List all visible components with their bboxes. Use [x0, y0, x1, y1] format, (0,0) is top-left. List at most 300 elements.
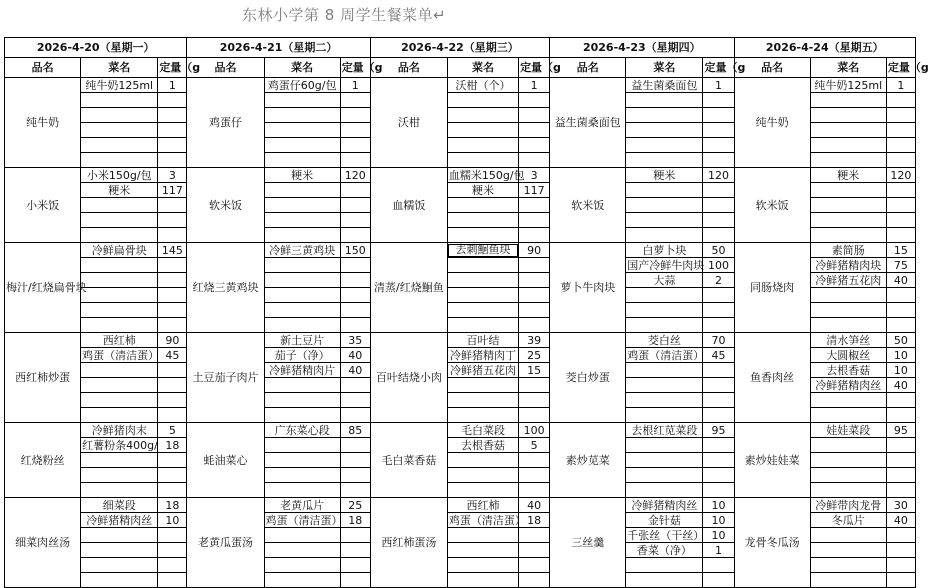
ingredient-amount: 18: [158, 438, 187, 453]
empty-cell: [626, 438, 703, 453]
empty-cell: [886, 228, 915, 243]
dish-name: 素炒娃娃菜: [734, 423, 810, 498]
ingredient-amount: 150: [340, 243, 370, 258]
empty-cell: [626, 183, 703, 198]
empty-cell: [626, 453, 703, 468]
empty-cell: [447, 258, 518, 273]
dish-header: 品名: [734, 58, 810, 78]
ingredient-amount: 3: [519, 168, 550, 183]
ingredient-name: 百叶结: [447, 333, 518, 348]
empty-cell: [519, 198, 550, 213]
dish-name: 血糯饭: [370, 168, 447, 243]
empty-cell: [340, 288, 370, 303]
ingredient-name: 西红柿: [447, 498, 518, 513]
empty-cell: [703, 363, 734, 378]
empty-cell: [81, 543, 158, 558]
ingredient-amount: 85: [340, 423, 370, 438]
ingredient-amount: 1: [158, 78, 187, 93]
empty-cell: [340, 303, 370, 318]
ingredient-amount: 75: [886, 258, 915, 273]
empty-cell: [810, 543, 886, 558]
empty-cell: [158, 558, 187, 573]
ingredient-amount: 5: [158, 423, 187, 438]
empty-cell: [703, 453, 734, 468]
empty-cell: [703, 483, 734, 498]
empty-cell: [886, 483, 915, 498]
empty-cell: [886, 453, 915, 468]
ingredient-amount: 117: [519, 183, 550, 198]
ingredient-name: 金针菇: [626, 513, 703, 528]
empty-cell: [158, 318, 187, 333]
empty-cell: [703, 303, 734, 318]
ingredient-name: 大圆椒丝: [810, 348, 886, 363]
dish-name: 纯牛奶: [5, 78, 81, 168]
empty-cell: [810, 438, 886, 453]
amount-header: 定量（g: [158, 58, 187, 78]
ingredient-name: 冷鲜猪精肉丝: [810, 378, 886, 393]
empty-cell: [340, 558, 370, 573]
empty-cell: [886, 393, 915, 408]
dish-name: 西红柿蛋汤: [370, 498, 447, 588]
ingredient-name: 去根香菇: [447, 438, 518, 453]
empty-cell: [447, 543, 518, 558]
empty-cell: [626, 303, 703, 318]
dish-name: 鸡蛋仔: [187, 78, 264, 168]
dish-name: 红烧三黄鸡块: [187, 243, 264, 333]
empty-cell: [81, 288, 158, 303]
empty-cell: [264, 183, 340, 198]
empty-cell: [810, 573, 886, 588]
empty-cell: [703, 288, 734, 303]
empty-cell: [81, 408, 158, 423]
empty-cell: [703, 183, 734, 198]
ingredient-amount: 120: [340, 168, 370, 183]
ingredient-name: 毛白菜段: [447, 423, 518, 438]
empty-cell: [158, 573, 187, 588]
empty-cell: [158, 153, 187, 168]
empty-cell: [158, 378, 187, 393]
empty-cell: [340, 213, 370, 228]
ingredient-amount: 15: [519, 363, 550, 378]
empty-cell: [519, 393, 550, 408]
empty-cell: [158, 258, 187, 273]
empty-cell: [81, 93, 158, 108]
ingredient-amount: 40: [886, 273, 915, 288]
ingredient-name: 香菜（净）: [626, 543, 703, 558]
ingredient-amount: 1: [703, 543, 734, 558]
ingredient-amount: 30: [886, 498, 915, 513]
empty-cell: [158, 363, 187, 378]
ingredient-amount: 10: [703, 513, 734, 528]
ingredient-name: 娃娃菜段: [810, 423, 886, 438]
empty-cell: [158, 393, 187, 408]
empty-cell: [158, 123, 187, 138]
empty-cell: [519, 453, 550, 468]
empty-cell: [264, 123, 340, 138]
ingredient-amount: 1: [519, 78, 550, 93]
ingredient-amount: 100: [703, 258, 734, 273]
empty-cell: [626, 393, 703, 408]
ingredient-header: 菜名: [264, 58, 340, 78]
ingredient-name: 冷鲜猪五花肉: [810, 273, 886, 288]
empty-cell: [519, 528, 550, 543]
ingredient-name: 广东菜心段: [264, 423, 340, 438]
ingredient-name: 茄子（净）: [264, 348, 340, 363]
empty-cell: [158, 303, 187, 318]
empty-cell: [886, 528, 915, 543]
ingredient-name: 鸡蛋（清洁蛋）: [82, 348, 160, 362]
empty-cell: [626, 153, 703, 168]
dish-name: 同肠烧肉: [734, 243, 810, 333]
ingredient-amount: 145: [158, 243, 187, 258]
empty-cell: [810, 213, 886, 228]
ingredient-name: 西红柿: [81, 333, 158, 348]
empty-cell: [158, 228, 187, 243]
empty-cell: [886, 123, 915, 138]
empty-cell: [886, 93, 915, 108]
ingredient-name: 鸡蛋（清洁蛋）: [265, 513, 343, 527]
empty-cell: [81, 378, 158, 393]
empty-cell: [703, 393, 734, 408]
empty-cell: [81, 363, 158, 378]
empty-cell: [340, 438, 370, 453]
empty-cell: [340, 393, 370, 408]
empty-cell: [886, 318, 915, 333]
empty-cell: [447, 453, 518, 468]
empty-cell: [519, 123, 550, 138]
empty-cell: [264, 108, 340, 123]
empty-cell: [810, 318, 886, 333]
empty-cell: [264, 558, 340, 573]
empty-cell: [447, 408, 518, 423]
empty-cell: [81, 273, 158, 288]
dish-header: 品名: [550, 58, 626, 78]
empty-cell: [810, 288, 886, 303]
empty-cell: [447, 138, 518, 153]
ingredient-name: 粳米: [81, 183, 158, 198]
empty-cell: [886, 558, 915, 573]
empty-cell: [340, 228, 370, 243]
ingredient-name: 去刺鮰鱼块: [447, 243, 518, 258]
ingredient-amount: 25: [340, 498, 370, 513]
table-row: [5, 333, 916, 348]
table-row: [5, 423, 916, 438]
day-date: 2026-4-21（星期二）: [187, 38, 370, 58]
ingredient-name: 鸡蛋（清洁蛋）: [448, 513, 526, 527]
ingredient-amount: 120: [703, 168, 734, 183]
empty-cell: [626, 378, 703, 393]
empty-cell: [264, 378, 340, 393]
empty-cell: [703, 318, 734, 333]
empty-cell: [447, 153, 518, 168]
empty-cell: [703, 123, 734, 138]
empty-cell: [886, 468, 915, 483]
empty-cell: [810, 453, 886, 468]
empty-cell: [81, 153, 158, 168]
ingredient-name: 冷鲜猪五花肉: [447, 363, 518, 378]
dish-name: 素炒苋菜: [550, 423, 626, 498]
dish-name: 清蒸/红烧鮰鱼: [370, 243, 447, 333]
empty-cell: [810, 198, 886, 213]
ingredient-name: 益生菌桑面包: [626, 78, 703, 93]
empty-cell: [158, 483, 187, 498]
weekly-menu-table: [4, 37, 929, 588]
empty-cell: [158, 528, 187, 543]
empty-cell: [519, 573, 550, 588]
empty-cell: [886, 438, 915, 453]
empty-cell: [264, 408, 340, 423]
empty-cell: [264, 273, 340, 288]
empty-cell: [626, 363, 703, 378]
table-row: [5, 243, 916, 258]
ingredient-name: 粳米: [264, 168, 340, 183]
empty-cell: [626, 558, 703, 573]
empty-cell: [340, 273, 370, 288]
dish-header: 品名: [5, 58, 81, 78]
empty-cell: [340, 543, 370, 558]
empty-cell: [626, 198, 703, 213]
empty-cell: [519, 543, 550, 558]
ingredient-name: 冷鲜扁骨块: [81, 243, 158, 258]
empty-cell: [264, 438, 340, 453]
empty-cell: [703, 468, 734, 483]
dish-header: 品名: [370, 58, 447, 78]
ingredient-name: 去根红苋菜段: [626, 423, 703, 438]
empty-cell: [810, 153, 886, 168]
ingredient-amount: 18: [158, 498, 187, 513]
empty-cell: [81, 303, 158, 318]
ingredient-amount: 25: [519, 348, 550, 363]
ingredient-amount: 1: [340, 78, 370, 93]
ingredient-amount: 40: [519, 498, 550, 513]
empty-cell: [340, 528, 370, 543]
table-row: [5, 78, 916, 93]
empty-cell: [158, 408, 187, 423]
empty-cell: [158, 468, 187, 483]
empty-cell: [810, 138, 886, 153]
empty-cell: [447, 273, 518, 288]
empty-cell: [810, 93, 886, 108]
empty-cell: [264, 483, 340, 498]
empty-cell: [810, 408, 886, 423]
dish-name: 三丝羹: [550, 498, 626, 588]
empty-cell: [519, 153, 550, 168]
empty-cell: [519, 288, 550, 303]
empty-cell: [264, 393, 340, 408]
empty-cell: [264, 543, 340, 558]
dish-name: 软米饭: [187, 168, 264, 243]
ingredient-amount: 10: [886, 348, 915, 363]
ingredient-name: 粳米: [447, 183, 518, 198]
document-title: 东林小学第 8 周学生餐菜单↵: [242, 6, 447, 24]
empty-cell: [447, 393, 518, 408]
dish-header: 品名: [187, 58, 264, 78]
empty-cell: [886, 408, 915, 423]
empty-cell: [264, 198, 340, 213]
ingredient-name: 清水笋丝: [810, 333, 886, 348]
empty-cell: [447, 483, 518, 498]
ingredient-amount: 95: [703, 423, 734, 438]
ingredient-amount: 10: [703, 498, 734, 513]
ingredient-name: 纯牛奶125ml: [81, 78, 158, 93]
ingredient-name: 冷鲜三黄鸡块: [264, 243, 340, 258]
empty-cell: [447, 198, 518, 213]
empty-cell: [340, 108, 370, 123]
ingredient-amount: 40: [340, 363, 370, 378]
empty-cell: [626, 213, 703, 228]
empty-cell: [447, 288, 518, 303]
empty-cell: [447, 213, 518, 228]
dish-name: 老黄瓜蛋汤: [187, 498, 264, 588]
ingredient-name: 老黄瓜片: [264, 498, 340, 513]
dish-name: 益生菌桑面包: [550, 78, 626, 168]
empty-cell: [703, 438, 734, 453]
empty-cell: [340, 408, 370, 423]
empty-cell: [340, 198, 370, 213]
empty-cell: [703, 408, 734, 423]
dish-name: 软米饭: [550, 168, 626, 243]
ingredient-name: 千张丝（干丝）: [627, 528, 705, 542]
ingredient-amount: 117: [158, 183, 187, 198]
empty-cell: [519, 468, 550, 483]
empty-cell: [626, 228, 703, 243]
empty-cell: [264, 303, 340, 318]
empty-cell: [447, 93, 518, 108]
empty-cell: [703, 108, 734, 123]
empty-cell: [447, 123, 518, 138]
ingredient-name: 小米150g/包: [81, 168, 158, 183]
ingredient-amount: 10: [158, 513, 187, 528]
ingredient-amount: 50: [886, 333, 915, 348]
ingredient-name: 冷鲜猪精肉片: [264, 363, 340, 378]
empty-cell: [626, 138, 703, 153]
ingredient-amount: 10: [886, 363, 915, 378]
empty-cell: [626, 318, 703, 333]
empty-cell: [447, 468, 518, 483]
day-date: 2026-4-20（星期一）: [5, 38, 187, 58]
ingredient-name: 冷鲜猪肉末: [81, 423, 158, 438]
ingredient-amount: 45: [158, 348, 187, 363]
column-header-row: [5, 58, 916, 78]
empty-cell: [886, 183, 915, 198]
empty-cell: [264, 213, 340, 228]
ingredient-name: 纯牛奶125ml: [810, 78, 886, 93]
empty-cell: [158, 543, 187, 558]
empty-cell: [810, 108, 886, 123]
empty-cell: [886, 108, 915, 123]
empty-cell: [703, 378, 734, 393]
dish-name: 小米饭: [5, 168, 81, 243]
ingredient-name: 冬瓜片: [810, 513, 886, 528]
empty-cell: [81, 483, 158, 498]
empty-cell: [810, 303, 886, 318]
empty-cell: [264, 288, 340, 303]
empty-cell: [519, 303, 550, 318]
empty-cell: [886, 573, 915, 588]
ingredient-name: 冷鲜猪精肉块: [810, 258, 886, 273]
amount-header: 定量（g: [519, 58, 550, 78]
empty-cell: [447, 108, 518, 123]
empty-cell: [81, 228, 158, 243]
empty-cell: [81, 318, 158, 333]
empty-cell: [626, 408, 703, 423]
ingredient-amount: 18: [340, 513, 370, 528]
dish-name: 茭白炒蛋: [550, 333, 626, 423]
dish-name: 红烧粉丝: [5, 423, 81, 498]
ingredient-amount: 10: [703, 528, 734, 543]
ingredient-amount: 40: [886, 378, 915, 393]
empty-cell: [158, 198, 187, 213]
empty-cell: [158, 453, 187, 468]
empty-cell: [519, 273, 550, 288]
ingredient-amount: 120: [886, 168, 915, 183]
empty-cell: [886, 138, 915, 153]
empty-cell: [447, 378, 518, 393]
empty-cell: [519, 318, 550, 333]
ingredient-name: 鸡蛋仔60g/包: [264, 78, 340, 93]
empty-cell: [81, 468, 158, 483]
dish-name: 毛白菜香菇: [370, 423, 447, 498]
ingredient-name: 白萝卜块: [626, 243, 703, 258]
empty-cell: [519, 138, 550, 153]
empty-cell: [264, 138, 340, 153]
empty-cell: [81, 453, 158, 468]
empty-cell: [340, 468, 370, 483]
ingredient-amount: 39: [519, 333, 550, 348]
empty-cell: [703, 213, 734, 228]
empty-cell: [886, 543, 915, 558]
day-date: 2026-4-23（星期四）: [550, 38, 734, 58]
ingredient-name: 鸡蛋（清洁蛋）: [627, 348, 705, 362]
ingredient-amount: 100: [519, 423, 550, 438]
ingredient-amount: 1: [703, 78, 734, 93]
empty-cell: [264, 228, 340, 243]
ingredient-amount: 1: [886, 78, 915, 93]
empty-cell: [81, 108, 158, 123]
ingredient-name: 粳米: [626, 168, 703, 183]
empty-cell: [886, 213, 915, 228]
amount-header: 定量（g: [340, 58, 370, 78]
empty-cell: [158, 93, 187, 108]
empty-cell: [703, 153, 734, 168]
empty-cell: [81, 198, 158, 213]
empty-cell: [810, 528, 886, 543]
dish-name: 细菜肉丝汤: [5, 498, 81, 588]
empty-cell: [810, 483, 886, 498]
empty-cell: [810, 183, 886, 198]
amount-header: 定量（g: [886, 58, 915, 78]
dish-name: 软米饭: [734, 168, 810, 243]
dish-name: 龙骨冬瓜汤: [734, 498, 810, 588]
empty-cell: [810, 228, 886, 243]
empty-cell: [519, 408, 550, 423]
empty-cell: [703, 138, 734, 153]
ingredient-name: 素简肠: [810, 243, 886, 258]
empty-cell: [519, 483, 550, 498]
ingredient-amount: 35: [340, 333, 370, 348]
dish-name: 沃柑: [370, 78, 447, 168]
empty-cell: [447, 558, 518, 573]
ingredient-name: 粳米: [810, 168, 886, 183]
empty-cell: [81, 213, 158, 228]
ingredient-name: 新土豆片: [264, 333, 340, 348]
empty-cell: [264, 528, 340, 543]
empty-cell: [519, 258, 550, 273]
empty-cell: [810, 123, 886, 138]
dish-name: 西红柿炒蛋: [5, 333, 81, 423]
amount-header: 定量（g: [703, 58, 734, 78]
ingredient-amount: 95: [886, 423, 915, 438]
